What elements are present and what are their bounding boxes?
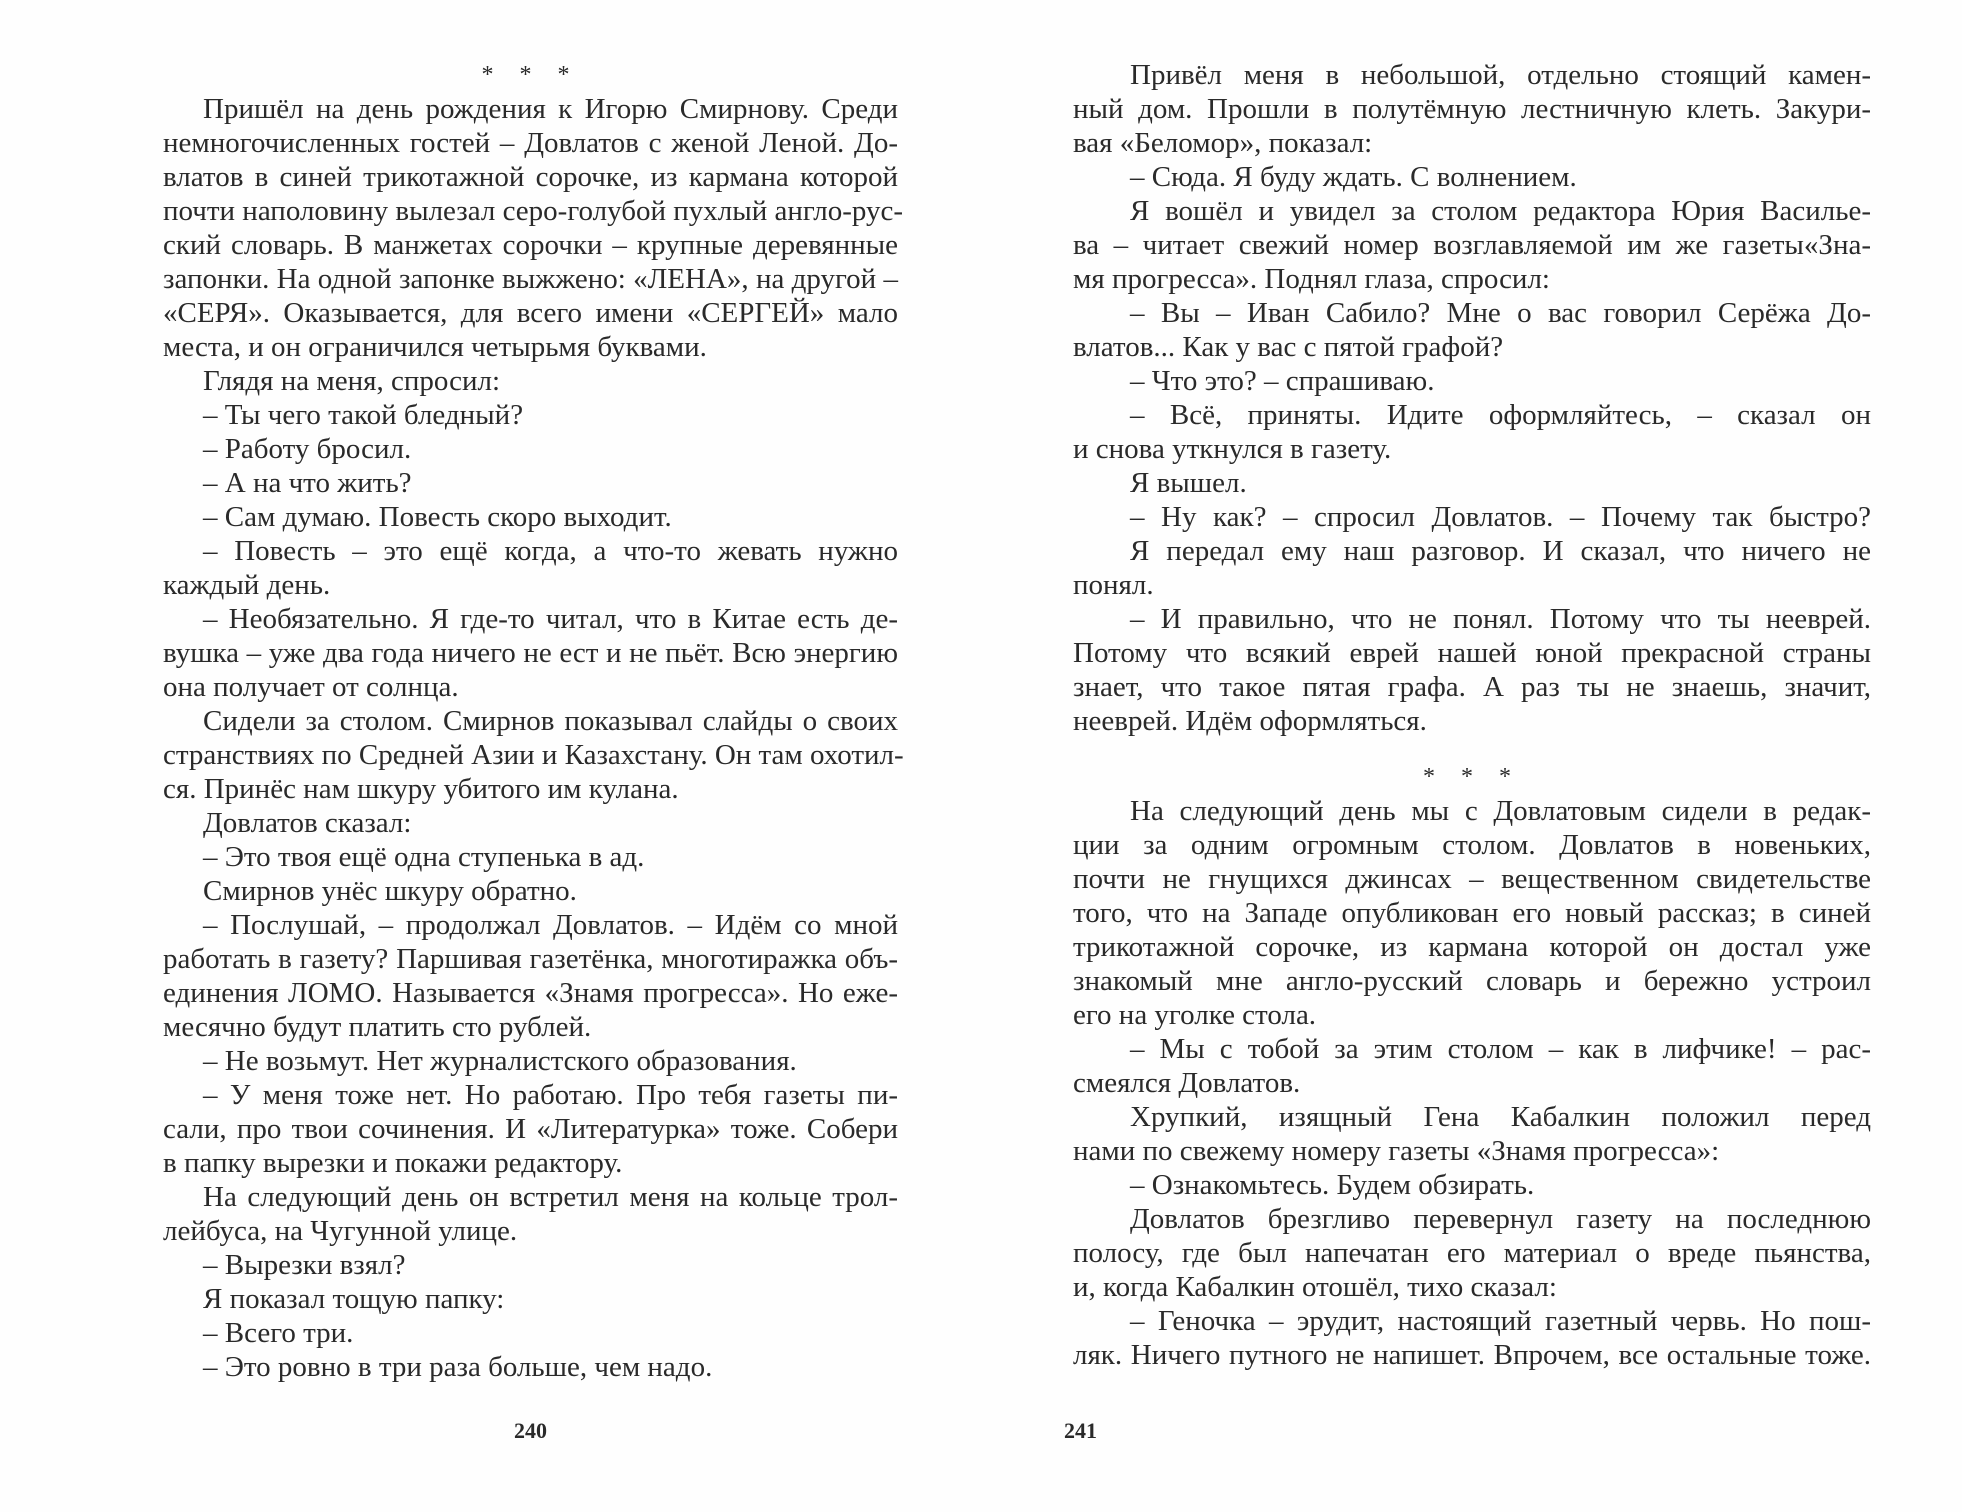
- text-line: – Что это? – спрашиваю.: [1130, 365, 1435, 397]
- text-line: ляк. Ничего путного не напишет. Впрочем, все остальные тоже.: [1073, 1339, 1871, 1371]
- text-line: его на уголке стола.: [1073, 999, 1317, 1031]
- text-line: – Всего три.: [203, 1317, 354, 1349]
- section-separator: * * *: [481, 62, 580, 88]
- text-line: Смирнов унёс шкуру обратно.: [203, 875, 577, 907]
- page-number-right: 241: [1064, 1418, 1097, 1443]
- text-line: – Сам думаю. Повесть скоро выходит.: [203, 501, 672, 533]
- right-page-text: [1073, 58, 1871, 1372]
- text-line: – Геночка – эрудит, настоящий газетный червь. Но пош-: [1130, 1305, 1871, 1337]
- text-line: ся. Принёс нам шкуру убитого им кулана.: [163, 773, 679, 805]
- text-line: – Ты чего такой бледный?: [203, 399, 524, 431]
- text-line: нееврей. Идём оформляться.: [1073, 705, 1427, 737]
- text-line: – И правильно, что не понял. Потому что ты нееврей.: [1130, 603, 1871, 635]
- text-line: Я вошёл и увидел за столом редактора Юрия Васильe-: [1130, 195, 1871, 227]
- text-line: – У меня тоже нет. Но работаю. Про тебя газеты пи-: [203, 1079, 898, 1111]
- text-line: – Необязательно. Я где-то читал, что в Китае есть де-: [203, 603, 898, 635]
- text-line: ва – читает свежий номер возглавляемой им же газеты«Зна-: [1073, 229, 1871, 261]
- text-line: вая «Беломор», показал:: [1073, 127, 1373, 159]
- text-line: – Ознакомьтесь. Будем обзирать.: [1130, 1169, 1535, 1201]
- text-line: места, и он ограничился четырьмя буквами.: [163, 331, 707, 363]
- text-line: немногочисленных гостей – Довлатов с женой Леной. До-: [163, 127, 898, 159]
- text-line: – Послушай, – продолжал Довлатов. – Идём со мной: [203, 909, 898, 941]
- text-line: нами по свежему номеру газеты «Знамя прогресса»:: [1073, 1135, 1720, 1167]
- text-line: единения ЛОМО. Называется «Знамя прогресса». Но еже-: [163, 977, 898, 1009]
- text-line: вушка – уже два года ничего не ест и не пьёт. Всю энергию: [163, 637, 898, 669]
- text-line: – Повесть – это ещё когда, а что-то жевать нужно: [203, 535, 898, 567]
- text-line: почти не гнущихся джинсах – вещественном свидетельстве: [1073, 863, 1871, 895]
- text-line: Потому что всякий еврей нашей юной прекрасной страны: [1073, 637, 1871, 669]
- text-line: Привёл меня в небольшой, отдельно стоящий камен-: [1130, 59, 1871, 91]
- text-line: в папку вырезки и покажи редактору.: [163, 1147, 623, 1179]
- text-line: Довлатов сказал:: [203, 807, 412, 839]
- text-line: – Работу бросил.: [203, 433, 412, 465]
- right-page: [1064, 58, 1871, 1478]
- text-line: Я показал тощую папку:: [203, 1283, 505, 1315]
- text-line: того, что на Западе опубликован его новый рассказ; в синей: [1073, 897, 1871, 929]
- text-line: влатов в синей трикотажной сорочке, из кармана которой: [163, 161, 898, 193]
- text-line: – А на что жить?: [203, 467, 412, 499]
- text-line: Пришёл на день рождения к Игорю Смирнову. Среди: [203, 93, 898, 125]
- text-line: Я передал ему наш разговор. И сказал, что ничего не: [1130, 535, 1871, 567]
- page-number-left: 240: [514, 1418, 547, 1443]
- text-line: На следующий день мы с Довлатовым сидели в редак-: [1130, 795, 1871, 827]
- text-line: – Вырезки взял?: [203, 1249, 406, 1281]
- text-line: Сидели за столом. Смирнов показывал слайды о своих: [203, 705, 898, 737]
- left-page-text: [163, 58, 904, 1384]
- text-line: работать в газету? Паршивая газетёнка, многотиражка объ-: [163, 943, 898, 975]
- section-gap: [1073, 738, 1871, 760]
- text-line: трикотажной сорочке, из кармана которой он достал уже: [1073, 931, 1871, 963]
- text-line: – Это ровно в три раза больше, чем надо.: [203, 1351, 713, 1383]
- text-line: – Мы с тобой за этим столом – как в лифчике! – рас-: [1130, 1033, 1871, 1065]
- text-line: лейбуса, на Чугунной улице.: [163, 1215, 518, 1247]
- text-line: – Не возьмут. Нет журналистского образования.: [203, 1045, 797, 1077]
- text-line: – Всё, приняты. Идите оформляйтесь, – сказал он: [1130, 399, 1871, 431]
- text-line: запонки. На одной запонке выжжено: «ЛЕНА», на другой –: [163, 263, 898, 295]
- text-line: полосу, где был напечатан его материал о вреде пьянства,: [1073, 1237, 1871, 1269]
- text-line: почти наполовину вылезал серо-голубой пухлый англо-рус-: [163, 195, 904, 227]
- text-line: ский словарь. В манжетах сорочки – крупные деревянные: [163, 229, 898, 261]
- text-line: На следующий день он встретил меня на кольце трол-: [203, 1181, 898, 1213]
- text-line: – Вы – Иван Сабило? Мне о вас говорил Серёжа До-: [1130, 297, 1871, 329]
- text-line: и, когда Кабалкин отошёл, тихо сказал:: [1073, 1271, 1557, 1303]
- text-line: – Это твоя ещё одна ступенька в ад.: [203, 841, 645, 873]
- text-line: понял.: [1073, 569, 1154, 601]
- text-line: Довлатов брезгливо перевернул газету на последнюю: [1130, 1203, 1871, 1235]
- text-line: сали, про твои сочинения. И «Литературка» тоже. Собери: [163, 1113, 898, 1145]
- text-line: смеялся Довлатов.: [1073, 1067, 1301, 1099]
- text-line: Глядя на меня, спросил:: [203, 365, 500, 397]
- text-line: ции за одним огромным столом. Довлатов в новеньких,: [1073, 829, 1871, 861]
- text-line: влатов... Как у вас с пятой графой?: [1073, 331, 1504, 363]
- left-page: [163, 58, 904, 1478]
- text-line: – Сюда. Я буду ждать. С волнением.: [1130, 161, 1577, 193]
- text-line: знакомый мне англо-русский словарь и бережно устроил: [1073, 965, 1871, 997]
- text-line: каждый день.: [163, 569, 331, 601]
- text-line: «СЕРЯ». Оказывается, для всего имени «СЕРГЕЙ» мало: [163, 297, 898, 329]
- text-line: месячно будут платить сто рублей.: [163, 1011, 592, 1043]
- text-line: Хрупкий, изящный Гена Кабалкин положил перед: [1130, 1101, 1871, 1133]
- section-separator: * * *: [1423, 764, 1521, 790]
- text-line: мя прогресса». Поднял глаза, спросил:: [1073, 263, 1550, 295]
- text-line: Я вышел.: [1130, 467, 1247, 499]
- text-line: знает, что такое пятая графа. А раз ты не знаешь, значит,: [1073, 671, 1871, 703]
- text-line: и снова уткнулся в газету.: [1073, 433, 1392, 465]
- text-line: странствиях по Средней Азии и Казахстану. Он там охотил-: [163, 739, 904, 771]
- text-line: ный дом. Прошли в полутёмную лестничную клеть. Закури-: [1073, 93, 1871, 125]
- text-line: она получает от солнца.: [163, 671, 459, 703]
- text-line: – Ну как? – спросил Довлатов. – Почему так быстро?: [1130, 501, 1871, 533]
